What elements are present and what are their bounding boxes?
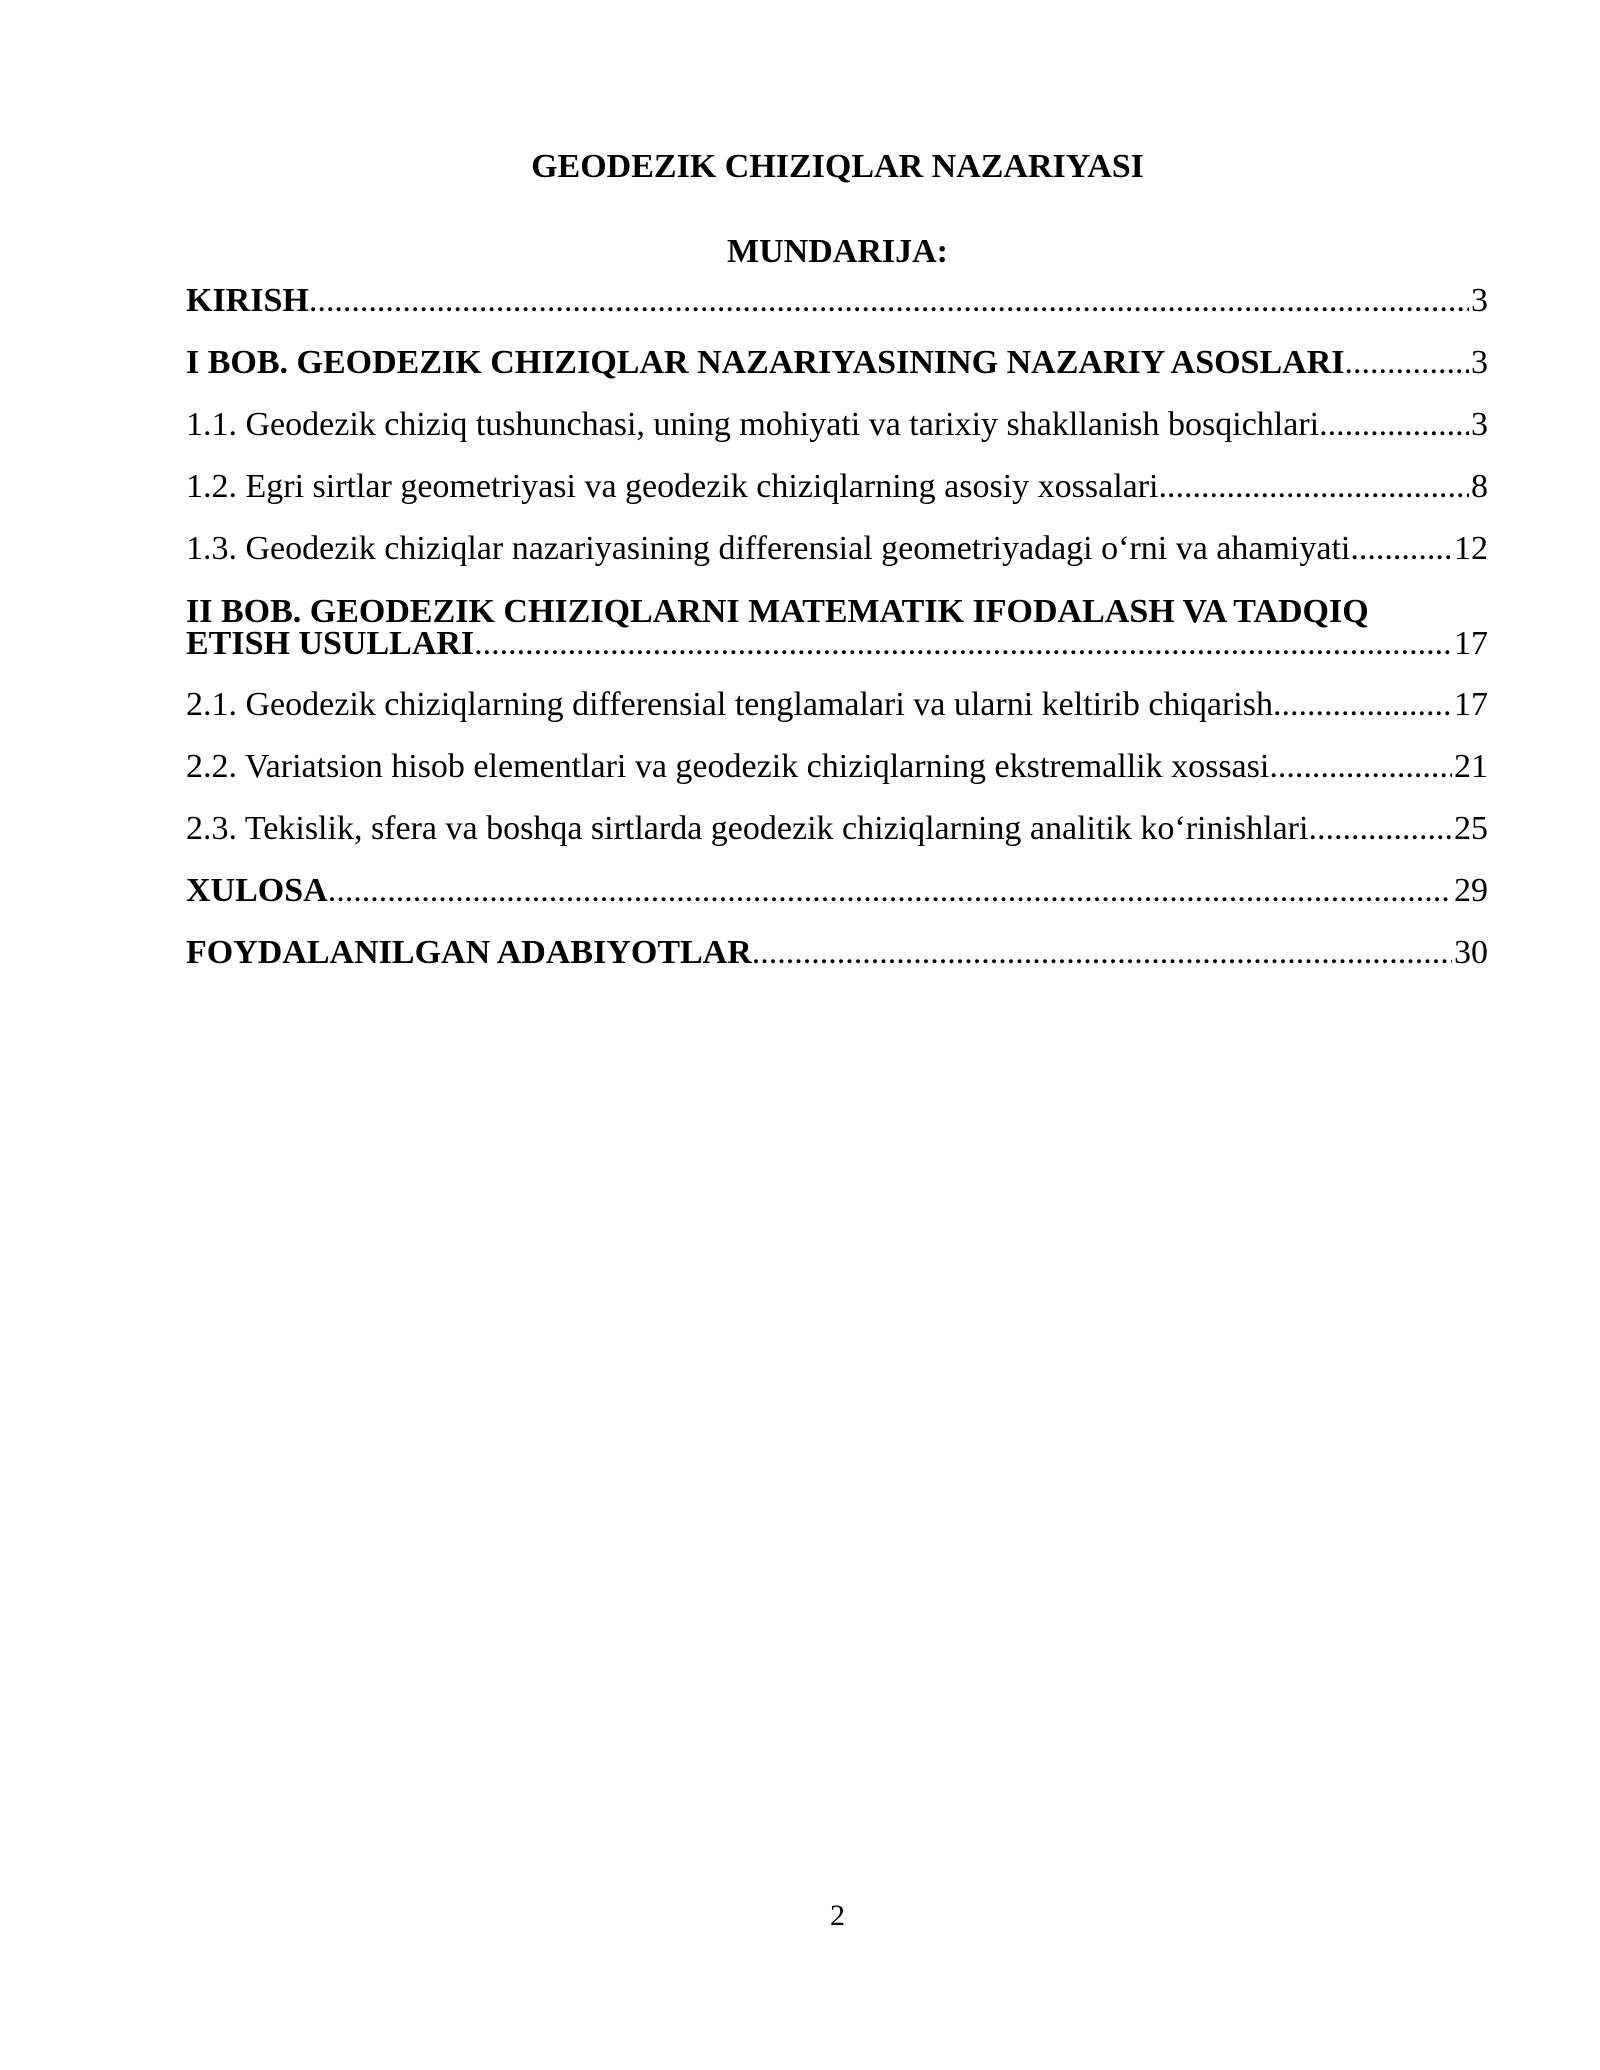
toc-entry-page: 3: [1471, 344, 1488, 381]
toc-entry-label: 2.2. Variatsion hisob elementlari va geodezik chiziqlarning ekstremallik xossasi: [186, 748, 1270, 785]
toc-entry-page: 3: [1471, 282, 1488, 319]
toc-entry-label: FOYDALANILGAN ADABIYOTLAR: [186, 934, 752, 971]
toc-entry-chapter-1[interactable]: [186, 332, 1488, 394]
toc-entry-label: I BOB. GEODEZIK CHIZIQLAR NAZARIYASINING NAZARIY ASOSLARI: [186, 344, 1345, 381]
toc-entry-page: 8: [1471, 468, 1488, 505]
toc-entry-label: 1.2. Egri sirtlar geometriyasi va geodezik chiziqlarning asosiy xossalari: [186, 468, 1159, 505]
toc-entry-label-line2: ETISH USULLARI: [186, 628, 475, 660]
toc-entry-page: 12: [1454, 530, 1488, 567]
dot-leader: [309, 270, 1469, 332]
toc-entry-section-1-3[interactable]: [186, 518, 1488, 580]
toc-entry-section-1-1[interactable]: [186, 394, 1488, 456]
toc-heading: MUNDARIJA:: [727, 233, 948, 270]
toc-entry-label: 2.1. Geodezik chiziqlarning differensial tenglamalari va ularni keltirib chiqarish: [186, 686, 1273, 723]
toc-entry-page: 3: [1471, 406, 1488, 443]
dot-leader: [1359, 518, 1452, 580]
document-title: GEODEZIK CHIZIQLAR NAZARIYASI: [531, 148, 1144, 185]
dot-leader: [1308, 798, 1452, 860]
toc-entry-page: 17: [1454, 686, 1488, 723]
toc-entry-label: XULOSA: [186, 872, 328, 909]
dot-leader: [474, 628, 1452, 660]
toc-entry-label: 1.3. Geodezik chiziqlar nazariyasining differensial geometriyadagi o‘rni va ahamiyati.: [186, 530, 1359, 567]
toc-entry-kirish[interactable]: [186, 270, 1488, 332]
toc-entry-page: 30: [1454, 934, 1488, 971]
toc-entry-page: 21: [1454, 748, 1488, 785]
toc-entry-xulosa[interactable]: [186, 860, 1488, 922]
dot-leader: [752, 922, 1452, 984]
toc-entry-section-2-1[interactable]: [186, 674, 1488, 736]
toc-entry-label: KIRISH: [186, 282, 309, 319]
page-number: 2: [830, 1899, 845, 1932]
dot-leader: [328, 860, 1452, 922]
toc-entry-label: 2.3. Tekislik, sfera va boshqa sirtlarda geodezik chiziqlarning analitik ko‘rinishlari: [186, 810, 1309, 847]
dot-leader: [1344, 332, 1469, 394]
table-of-contents: [186, 270, 1488, 984]
dot-leader: [1273, 674, 1452, 736]
toc-entry-chapter-2[interactable]: [186, 580, 1488, 674]
toc-entry-section-2-2[interactable]: [186, 736, 1488, 798]
toc-entry-label-line1: II BOB. GEODEZIK CHIZIQLARNI MATEMATIK IFODALASH VA TADQIQ: [186, 593, 1369, 630]
dot-leader: [1159, 456, 1469, 518]
toc-entry-bibliography[interactable]: [186, 922, 1488, 984]
dot-leader: [1319, 394, 1469, 456]
toc-entry-section-1-2[interactable]: [186, 456, 1488, 518]
toc-entry-page: 25: [1454, 810, 1488, 847]
toc-entry-page: 17: [1454, 628, 1488, 660]
toc-entry-page: 29: [1454, 872, 1488, 909]
toc-entry-label: 1.1. Geodezik chiziq tushunchasi, uning mohiyati va tarixiy shakllanish bosqichlari: [186, 406, 1320, 443]
dot-leader: [1269, 736, 1452, 798]
toc-entry-section-2-3[interactable]: [186, 798, 1488, 860]
